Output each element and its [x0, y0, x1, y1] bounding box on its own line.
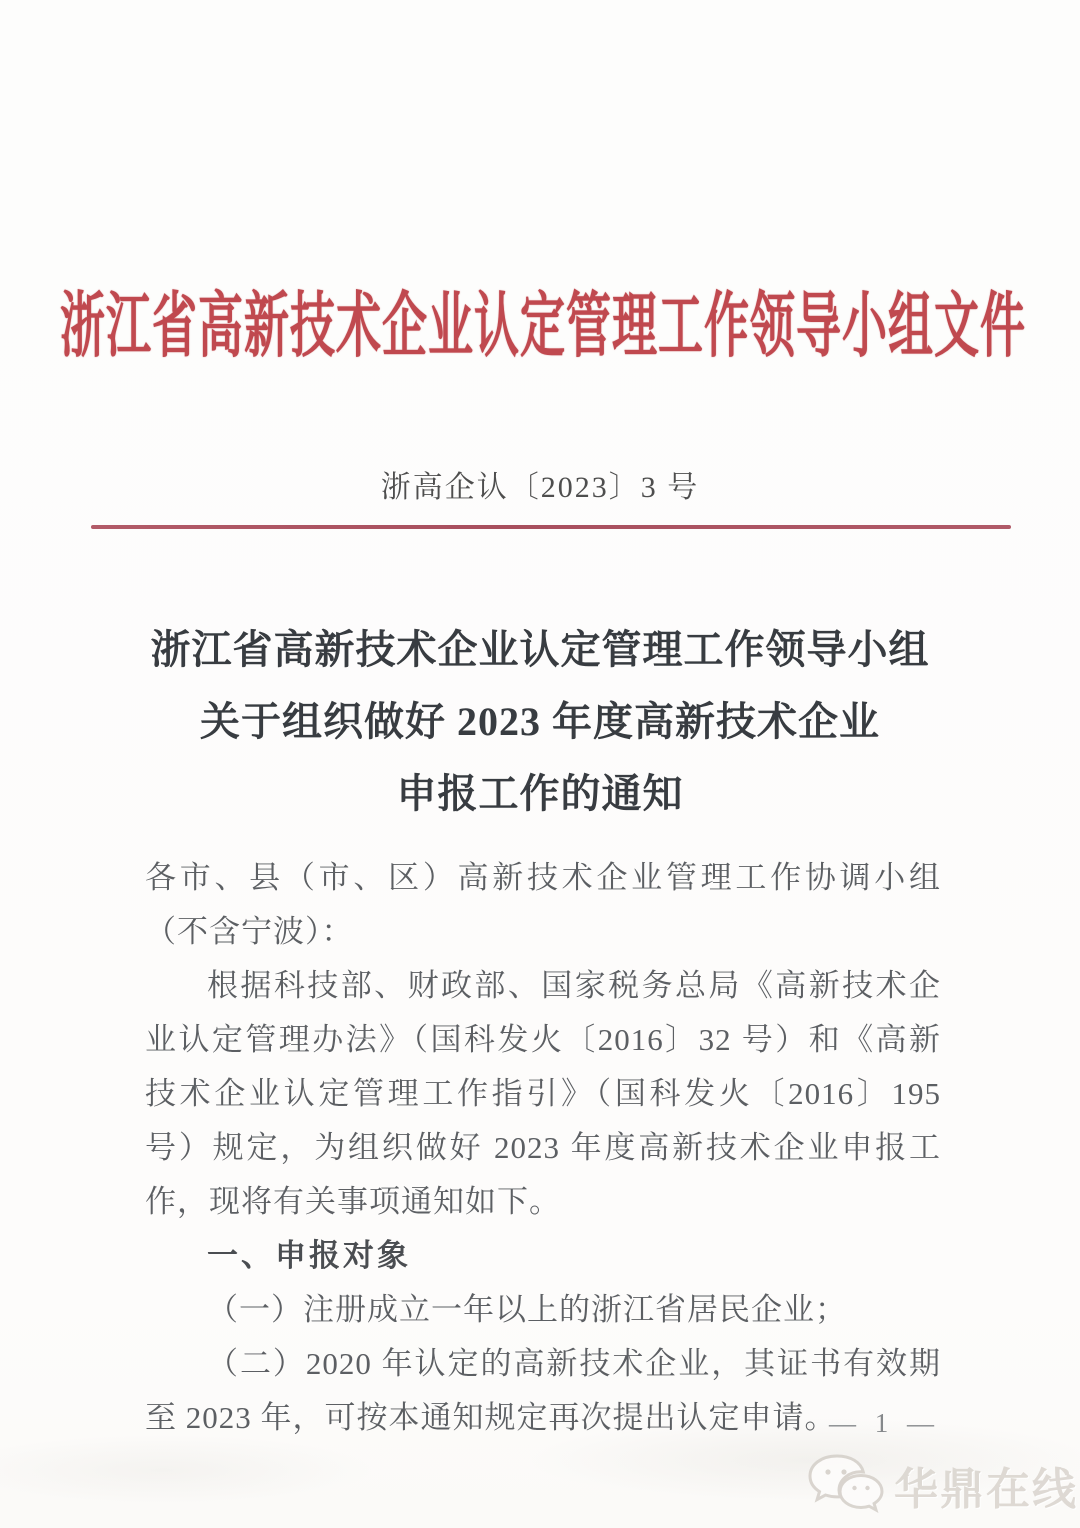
watermark-text: 华鼎在线 — [894, 1464, 1078, 1514]
red-divider-line — [91, 525, 1011, 529]
wechat-chat-bubbles-icon — [804, 1450, 888, 1519]
watermark — [804, 1450, 1078, 1519]
letterhead-title: 浙江省高新技术企业认定管理工作领导小组文件 — [60, 286, 1027, 366]
document-body — [145, 851, 941, 1445]
salutation-line: 各市、县（市、区）高新技术企业管理工作协调小组（不含宁波）： — [145, 860, 941, 949]
page-number: — 1 — — [829, 1408, 940, 1438]
notice-title-line-1: 浙江省高新技术企业认定管理工作领导小组 — [150, 627, 930, 672]
document-number: 浙高企认〔2023〕3 号 — [380, 471, 700, 504]
paragraph-item-two: （二）2020 年认定的高新技术企业，其证书有效期至 2023 年，可按本通知规定再次提出认定申请。 — [145, 1346, 941, 1435]
section-heading-declaration-targets: 一、申报对象 — [207, 1238, 411, 1273]
notice-title — [0, 614, 1080, 830]
notice-title-line-3: 申报工作的通知 — [396, 771, 684, 816]
paragraph-item-one: （一）注册成立一年以上的浙江省居民企业； — [207, 1292, 847, 1327]
paragraph-legal-basis: 根据科技部、财政部、国家税务总局《高新技术企业认定管理办法》（国科发火〔2016〕32 号）和《高新技术企业认定管理工作指引》（国科发火〔2016〕195 号）规定，为组织做好 2023 年度高新技术企业申报工作，现将有关事项通知如下。 — [145, 968, 941, 1219]
notice-title-line-2: 关于组织做好 2023 年度高新技术企业 — [200, 699, 880, 744]
